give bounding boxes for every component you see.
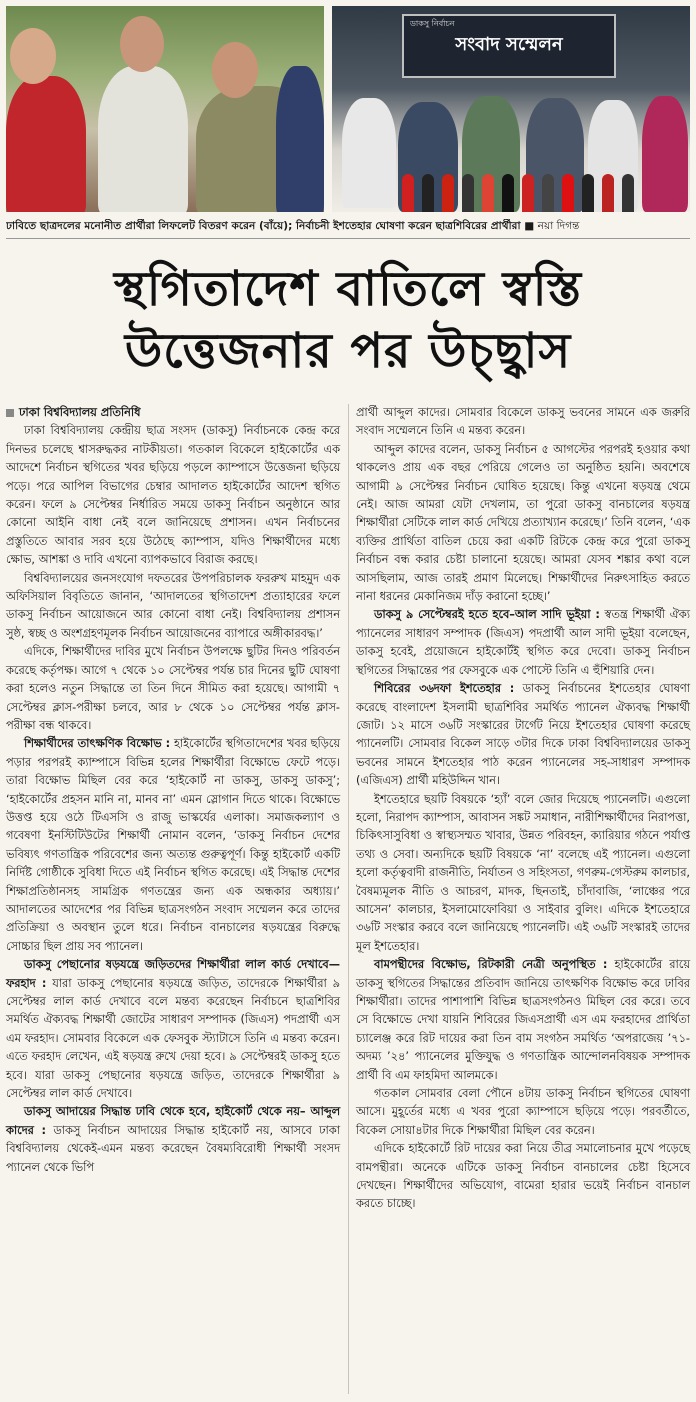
paragraph-text: ডাকসু নির্বাচনের ইশতেহার ঘোষণা করেছে বাংলাদেশ ইসলামী ছাত্রশিবির সমর্থিত প্যানেল ঐক্যবদ্ধ শিক্ষার্থী জোট। ১২ মাসে ৩৬টি সংস্কারের টার্গেট নিয়ে ইশতেহার ঘোষণা করেছে প্যানেলটি। সোমবার বিকেল সাড়ে ৩টার দিকে ঢাকা বিশ্ববিদ্যালয়ের ডাকসু ভবনের সামনে ইশতেহার পাঠ করেন প্যানেলের সহ-সাধারণ সম্পাদক (এজিএস) প্রার্থী মহিউদ্দিন খান। [356,682,690,788]
paragraph [356,1085,690,1140]
paragraph [6,422,340,569]
subheading: শিবিরের ৩৬দফা ইশতেহার : [374,682,515,696]
subheading-paragraph [6,956,340,1103]
paragraph-text: স্বতন্ত্র শিক্ষার্থী ঐক্য প্যানেলের সাধারণ সম্পাদক (জিএস) পদপ্রার্থী আল সাদী ভূইয়া বলেছেন, ডাকসু হবেই, প্রয়োজনে হাইকোর্টই স্থগিত করে দেবো। ডাকসু নির্বাচন স্থগিতের সিদ্ধান্তের পর ফেসবুকে এক পোস্টে তিনি এ হুঁশিয়ারি দেন। [356,608,690,677]
paragraph-text: ঢাকা বিশ্ববিদ্যালয় কেন্দ্রীয় ছাত্র সংসদ (ডাকসু) নির্বাচনকে কেন্দ্র করে দিনভর চলেছে শ্বাসরুদ্ধকর নাটকীয়তা। গতকাল বিকেলে হাইকোর্টের এক আদেশে নির্বাচন স্থগিতের খবর ছড়িয়ে পড়লে ক্যাম্পাসে উত্তেজনা ছড়িয়ে পড়ে। পরে আপিল বিভাগের চেম্বার আদালত হাইকোর্টের আদেশ স্থগিত করেন। ফলে ৯ সেপ্টেম্বর নির্ধারিত সময়ে ডাকসু নির্বাচন অনুষ্ঠানে আর কোনো আইনি বাধা নেই বলে জানিয়েছে প্রশাসন। এখন নির্বাচনের প্রস্তুতিতে আবার সরব হয়ে উঠেছে ক্যাম্পাস, যদিও শিক্ষার্থীদের মধ্যে ক্ষোভ, আশঙ্কা ও দাবি এখনো ব্যাপকভাবে বিরাজ করছে। [6,424,340,567]
caption-divider [6,238,690,239]
banner-subtitle: ডাকসু নির্বাচন [410,19,455,28]
article-column-2 [356,404,690,1214]
paragraph-text: গতকাল সোমবার বেলা পৌনে ৪টায় ডাকসু নির্বাচন স্থগিতের ঘোষণা আসে। মুহূর্তের মধ্যে এ খবর পুরো ক্যাম্পাসে ছড়িয়ে পড়ে। পরবর্তীতে, বিকেল সোয়া৪টার দিকে শিক্ষার্থীরা মিছিল বের করেন। [356,1087,690,1137]
paragraph-text: ডাকসু নির্বাচন আদায়ের সিদ্ধান্ত হাইকোর্ট নয়, আসবে ঢাকা বিশ্ববিদ্যালয় থেকেই-এমন মন্তব্য করেছেন বৈষম্যবিরোধী শিক্ষার্থী সংসদ প্যানেল থেকে ভিপি [6,1123,340,1174]
paragraph-text: হাইকোর্টের রায়ে ডাকসু স্থগিতের সিদ্ধান্তের প্রতিবাদ জানিয়ে তাৎক্ষণিক বিক্ষোভ করে ঢাবির শিক্ষার্থীরা। তাদের পাশাপাশি বিভিন্ন ছাত্রসংগঠনও মিছিল বের করে। তবে সে বিক্ষোভে দেখা যায়নি শিবিরের জিএসপ্রার্থী এস এম ফরহাদের প্রার্থিতা চ্যালেঞ্জ করে রিট দায়ের করা তিন বাম সংগঠন সমর্থিত ‘অপরাজেয় ’৭১-অদম্য ’২৪’ প্যানেলের মুক্তিযুদ্ধ ও গণতান্ত্রিক আন্দোলনবিষয়ক সম্পাদক প্রার্থী বি এম ফাহমিদা আলমকে। [356,958,690,1082]
paragraph [6,570,340,644]
paragraph-text: ইশতেহারে ছয়টি বিষয়কে ‘হ্যাঁ’ বলে জোর দিয়েছে প্যানেলটি। এগুলো হলো, নিরাপদ ক্যাম্পাস, আবাসন সঙ্কট সমাধান, নারীশিক্ষার্থীদের নিরাপত্তা, চিকিৎসাসুবিধা ও স্বাস্থ্যসম্মত খাবার, উন্নত পরিবহন, ক্যারিয়ার গঠনে পর্যাপ্ত তথ্য ও সেবা। অন্যদিকে ছয়টি বিষয়কে ‘না’ বলেছে এই প্যানেল। এগুলো হলো কর্তৃত্ববাদী রাজনীতি, নির্যাতন ও সহিংসতা, গণরুম-গেস্টরুম কালচার, বৈষম্যমূলক নীতি ও আচরণ, মাদক, ছিনতাই, চাঁদাবাজি, ‘লাঞ্চের পরে আসেন’ কালচার, ইসলামোফোবিয়া ও সাইবার বুলিং। এদিকে ইশতেহারে ৩৬টি সংস্কার করবে বলে জানিয়েছে প্যানেলটি। এই ৩৬টি সংস্কারই তাদের মূল ইশতেহার। [356,792,690,953]
subheading-paragraph [356,680,690,790]
subheading: ডাকসু ৯ সেপ্টেম্বরই হতে হবে–আল সাদি ভূইয়া : [374,608,600,622]
paragraph-text: হাইকোর্টের স্থগিতাদেশের খবর ছড়িয়ে পড়ার পরপরই ক্যাম্পাসে বিভিন্ন হলের শিক্ষার্থীরা বিক্ষোভে ফেটে পড়ে। তারা বিক্ষোভ মিছিল বের করে ‘হাইকোর্ট না ডাকসু, ডাকসু ডাকসু’; ‘হাইকোর্টের প্রহসন মানি না, মানব না’ এমন স্লোগান দিতে থাকে। বিক্ষোভে উত্তপ্ত হয়ে ওঠে টিএসসি ও রাজু ভাস্কর্যের এলাকা। সমাজকল্যাণ ও গবেষণা ইনস্টিটিউটের শিক্ষার্থী নোমান বলেন, ‘ডাকসু নির্বাচন দেশের ভবিষ্যৎ গণতান্ত্রিক পরিবেশের জন্য অত্যন্ত গুরুত্বপূর্ণ। কিন্তু হাইকোর্ট একটি নির্দিষ্ট গোষ্ঠীকে সুবিধা দিতে এই নির্বাচন স্থগিত করেছে। এই সিদ্ধান্ত দেশের শিক্ষাপ্রতিষ্ঠানসহ সামগ্রিক গণতন্ত্রের জন্য এক অন্ধকার অধ্যায়।’ আদালতের আদেশের পর বিভিন্ন ছাত্রসংগঠন সংবাদ সম্মেলন করে তাদের প্রতিক্রিয়া ও অবস্থান তুলে ধরে। নির্বাচন বানচালের ষড়যন্ত্রের বিরুদ্ধে সোচ্চার ছিল প্রায় সব প্যানেল। [6,737,340,953]
subheading-paragraph [356,956,690,1085]
photo-press-conference [332,6,690,212]
paragraph [356,791,690,957]
caption-source: ■ নয়া দিগন্ত [524,220,580,232]
photo-strip [6,6,690,212]
bullet-icon [6,409,14,417]
banner-title: সংবাদ সম্মেলন [455,34,563,55]
subheading: ডাকসু পেছানোর ষড়যন্ত্রে জড়িতদের শিক্ষার্থীরা লাল কার্ড দেখাবে— ফরহাদ : [6,958,340,990]
paragraph-text: বিশ্ববিদ্যালয়ের জনসংযোগ দফতরের উপপরিচালক ফররুখ মাহমুদ এক অফিসিয়াল বিবৃতিতে জানান, ‘আদালতের স্থগিতাদেশ প্রত্যাহারের ফলে ডাকসু নির্বাচন আয়োজনে আর কোনো বাধা নেই। বিশ্ববিদ্যালয় প্রশাসন সুষ্ঠ, স্বচ্ছ ও অংশগ্রহণমূলক নির্বাচন আয়োজনের ব্যাপারে অঙ্গীকারবদ্ধ।’ [6,571,340,640]
byline-text: ঢাকা বিশ্ববিদ্যালয় প্রতিনিধি [19,406,141,419]
photo-caption [6,219,690,236]
caption-text: ঢাবিতে ছাত্রদলের মনোনীত প্রার্থীরা লিফলেট বিতরণ করেন (বাঁয়ে); নির্বাচনী ইশতেহার ঘোষণা করেন ছাত্রশিবিরের প্রার্থীরা [6,220,521,232]
subheading-paragraph [6,1103,340,1177]
paragraph-text: এদিকে হাইকোর্টে রিট দায়ের করা নিয়ে তীব্র সমালোচনার মুখে পড়েছে বামপন্থীরা। অনেকে এটিকে ডাকসু নির্বাচন বানচালের চেষ্টা হিসেবে দেখছেন। শিক্ষার্থীদের অভিযোগ, বামেরা হারার ভয়েই নির্বাচন বানচাল করতে চাচ্ছে। [356,1142,690,1211]
article-column-1 [6,404,340,1177]
byline [6,404,340,422]
paragraph [356,441,690,607]
paragraph-text: প্রার্থী আব্দুল কাদের। সোমবার বিকেলে ডাকসু ভবনের সামনে এক জরুরি সংবাদ সম্মেলনে তিনি এ মন্তব্য করেন। [356,406,690,438]
headline-line-1: স্থগিতাদেশ বাতিলে স্বস্তি [113,261,583,317]
paragraph [356,404,690,441]
paragraph [6,643,340,735]
column-divider [348,404,349,1394]
press-banner [402,14,616,78]
subheading: বামপন্থীদের বিক্ষোভ, রিটকারী নেত্রী অনুপস্থিত : [374,958,608,972]
photo-leaflet-distribution [6,6,324,212]
paragraph-text: যারা ডাকসু পেছানোর ষড়যন্ত্রে জড়িত, তাদেরকে শিক্ষার্থীরা ৯ সেপ্টেম্বর লাল কার্ড দেখাবে বলে মন্তব্য করেছেন নির্বাচনে ছাত্রশিবির সমর্থিত ঐক্যবদ্ধ শিক্ষার্থী জোটের সাধারণ সম্পাদক (জিএস) পদপ্রার্থী এস এম ফরহাদ। সোমবার বিকেলে এক ফেসবুক স্ট্যাটাসে তিনি এ মন্তব্য করেন। এতে ফরহাদ লেখেন, এই ষড়যন্ত্র রুখে দেয়া হবে। ৯ সেপ্টেম্বরই ডাকসু হতে হবে। যারা ডাকসু পেছানোর ষড়যন্ত্রে জড়িত, তাদেরকে শিক্ষার্থীরা ৯ সেপ্টেম্বর লাল কার্ড দেখাবে। [6,976,340,1101]
headline-line-2: উত্তেজনার পর উচ্ছ্বাস [124,323,572,379]
subheading: শিক্ষার্থীদের তাৎক্ষণিক বিক্ষোভ : [24,737,171,751]
subheading-paragraph [356,606,690,680]
subheading-paragraph [6,735,340,956]
paragraph-text: আব্দুল কাদের বলেন, ডাকসু নির্বাচন ৫ আগস্টের পরপরই হওয়ার কথা থাকলেও প্রায় এক বছর পেরিয়ে গেলেও তা অনুষ্ঠিত হয়নি। অবশেষে আগামী ৯ সেপ্টেম্বর নির্বাচন ঘোষিত হয়েছে। কিন্তু এখনো ষড়যন্ত্র থেমে নেই। আজ আমরা যেটা দেখলাম, তা পুরো ডাকসু বানচালের ষড়যন্ত্র শিক্ষার্থীরা সেটিকে লাল কার্ড দেখিয়ে প্রত্যাখ্যান করেছে।’ তিনি বলেন, ‘এক ব্যক্তির প্রার্থিতা বাতিল চেয়ে করা একটি রিটকে কেন্দ্র করে পুরো ডাকসু নির্বাচন বন্ধ করার চেষ্টা চালানো হয়েছে। আমরা যেসব শঙ্কার কথা বলে আসছিলাম, আজ তারই প্রমাণ মিলেছে। শিক্ষার্থীদের নিরুৎসাহিত করতে নানা ধরনের মেকানিজম দাঁড় করানো হচ্ছে।’ [356,442,690,604]
paragraph-text: এদিকে, শিক্ষার্থীদের দাবির মুখে নির্বাচন উপলক্ষে ছুটির দিনও পরিবর্তন করেছে কর্তৃপক্ষ। আগে ৭ থেকে ১০ সেপ্টেম্বর পর্যন্ত চার দিনের ছুটি ঘোষণা করা হলেও নতুন সিদ্ধান্তে তা তিন দিনে সীমিত করা হয়েছে। আগামী ৭ সেপ্টেম্বর ক্লাস-পরীক্ষা চলবে, আর ৮ থেকে ১০ সেপ্টেম্বর পর্যন্ত ক্লাস-পরীক্ষা বন্ধ থাকবে। [6,645,340,732]
subheading: ডাকসু আদায়ের সিদ্ধান্ত ঢাবি থেকে হবে, হাইকোর্ট থেকে নয়– আব্দুল কাদের : [6,1105,340,1137]
paragraph [356,1140,690,1214]
